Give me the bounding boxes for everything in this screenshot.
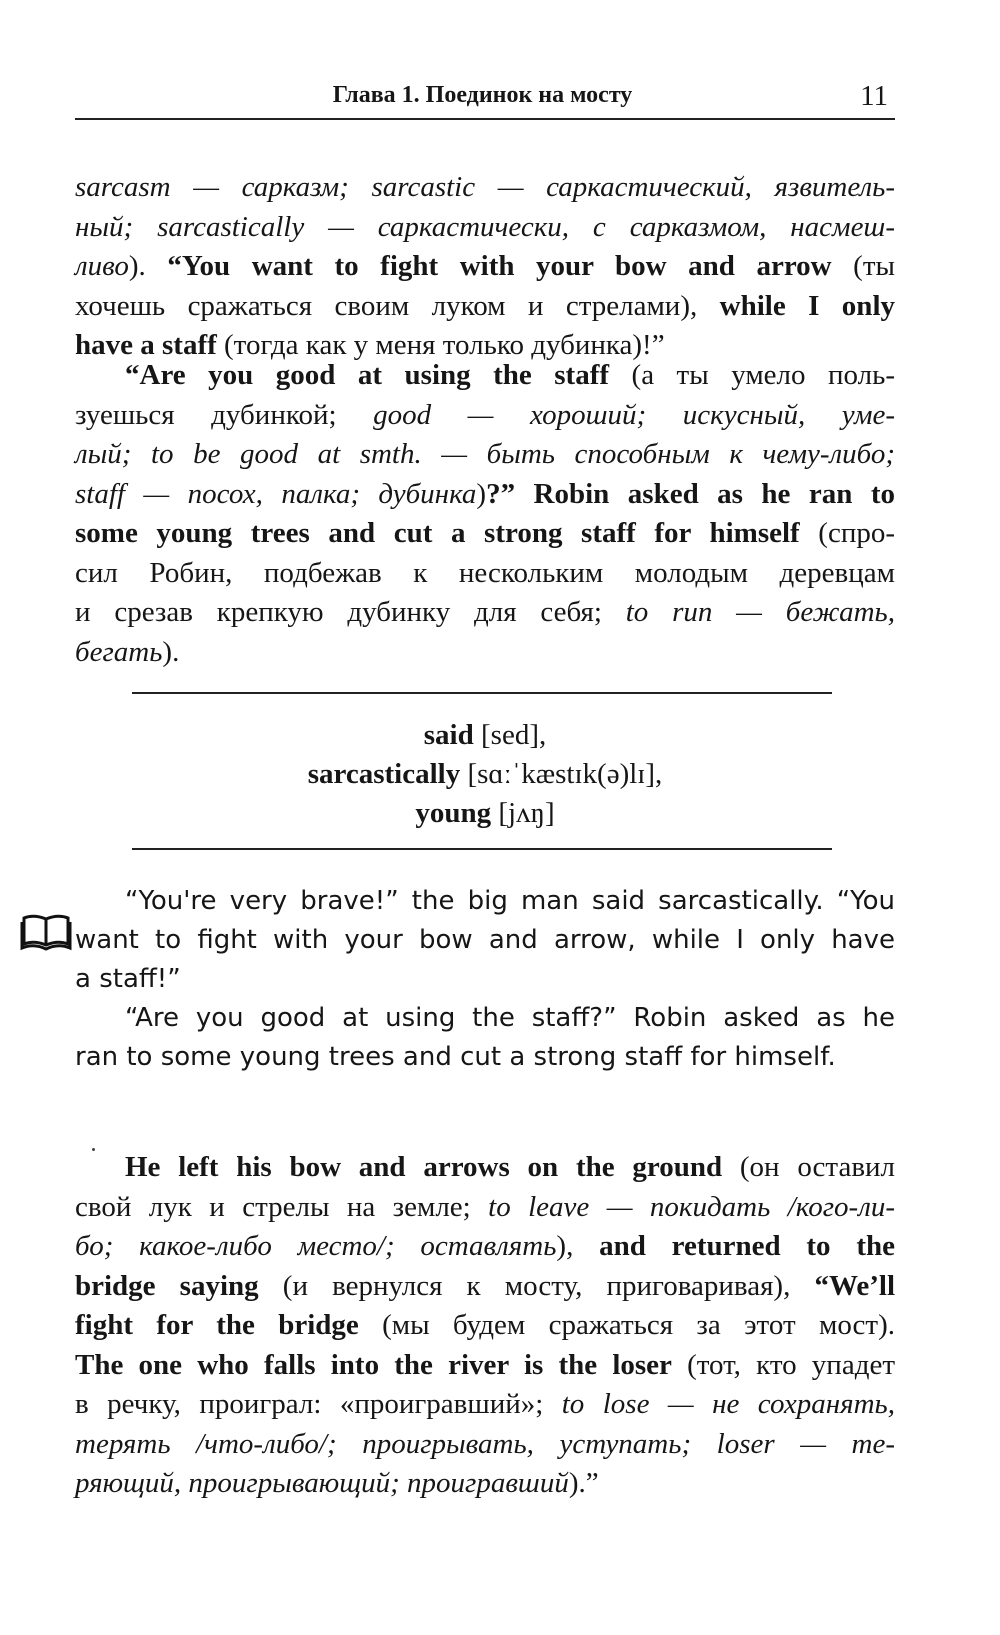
text-line (75, 287, 895, 327)
vocab-transcription: [sed], (473, 719, 547, 751)
reading-line: a staff!” (75, 964, 181, 994)
translation-text: ).” (568, 1467, 599, 1499)
translation-text: ), (556, 1230, 600, 1262)
english-text: “We’ll (814, 1269, 896, 1302)
pronunciation-entry (75, 794, 895, 833)
english-text: while I only (719, 289, 895, 322)
text-line (75, 633, 895, 673)
reading-line: want to fight with your bow and arrow, while I only have (75, 925, 895, 955)
vocab-word: sarcastically (307, 758, 461, 790)
text-line (75, 247, 895, 287)
translation-text: ). (128, 250, 168, 282)
reading-line: “Are you good at using the staff?” Robin asked as he (125, 1003, 895, 1033)
text-line (75, 1148, 895, 1188)
reading-passage (75, 882, 895, 1077)
text-line (75, 514, 895, 554)
vocab-rule-bottom (132, 848, 832, 850)
translation-text: свой лук и стрелы на земле; (75, 1190, 489, 1223)
reading-line: “You're very brave!” the big man said sarcastically. “You (125, 886, 895, 916)
paragraph-1 (75, 168, 895, 366)
translation-text: сил Робин, подбежав к нескольким молодым деревцам (75, 556, 895, 589)
text-line (75, 1385, 895, 1425)
translation-text: (ты (831, 250, 895, 282)
open-book-icon (20, 912, 72, 952)
text-line (75, 593, 895, 633)
translation-text: (тот, кто упадет (671, 1348, 895, 1381)
gloss-text: ный; sarcastically — саркастически, с сарказмом, насмеш- (75, 210, 895, 243)
translation-text: (а ты умело поль- (609, 359, 896, 391)
gloss-text: лый; to be good at smth. — быть способным к чему-либо; (75, 438, 895, 470)
gloss-text: ливо (75, 250, 129, 282)
text-line (75, 1306, 895, 1346)
paragraph-2 (75, 356, 895, 672)
text-line (75, 554, 895, 594)
text-line (75, 1464, 895, 1504)
gloss-text: ряющий, проигрывающий; проигравший (75, 1467, 569, 1499)
pronunciation-box (75, 716, 895, 833)
gloss-text: бегать (75, 635, 163, 668)
vocab-transcription: [sɑːˈkæstɪk(ə)lɪ], (460, 758, 663, 790)
english-text: “Are you good at using the staff (125, 359, 610, 391)
text-line (75, 1346, 895, 1386)
translation-text: хочешь сражаться своим луком и стрелами), (75, 289, 720, 322)
gloss-text: staff — посох, палка; дубинка (75, 477, 477, 510)
vocab-transcription: [jʌŋ] (491, 797, 555, 829)
gloss-text: to leave — покидать /кого-ли- (488, 1190, 895, 1223)
translation-text: (он оставил (722, 1151, 896, 1183)
text-line (75, 396, 895, 436)
english-text: He left his bow and arrows on the ground (125, 1151, 723, 1183)
english-text: “You want to fight with your bow and arrow (167, 250, 832, 282)
english-text: ?” Robin asked as he ran to (486, 477, 895, 510)
english-text: fight for the bridge (75, 1309, 359, 1341)
translation-text: в речку, проиграл: «проигравший»; (75, 1388, 562, 1420)
pronunciation-entry (75, 755, 895, 794)
text-line (75, 435, 895, 475)
translation-text: (мы будем сражаться за этот мост). (358, 1309, 895, 1341)
gloss-text: to lose — не сохранять, (561, 1388, 896, 1420)
text-line (75, 1188, 895, 1228)
text-line (75, 356, 895, 396)
translation-text: (тогда как у меня только дубинка)!” (216, 329, 665, 361)
english-text: bridge saying (75, 1269, 259, 1302)
english-text: The one who falls into the river is the loser (75, 1348, 672, 1381)
english-text: and returned to the (599, 1230, 895, 1262)
gloss-text: good — хороший; искусный, уме- (373, 398, 895, 431)
translation-text: (спро- (799, 517, 895, 549)
running-title: Глава 1. Поединок на мосту (332, 82, 633, 108)
reading-line: ran to some young trees and cut a strong staff for himself. (75, 1042, 836, 1072)
pronunciation-entry (75, 716, 895, 755)
text-line (75, 1227, 895, 1267)
text-line (75, 168, 895, 208)
text-line (75, 475, 895, 515)
translation-text: ) (476, 477, 487, 510)
translation-text: ). (162, 635, 180, 668)
text-line (75, 208, 895, 248)
english-text: have a staff (75, 329, 217, 361)
page-header (75, 80, 890, 120)
page-number: 11 (860, 80, 888, 112)
gloss-text: sarcasm — сарказм; sarcastic — саркастический, язвитель- (75, 171, 895, 203)
gloss-text: to run — бежать, (625, 596, 895, 628)
translation-text: и срезав крепкую дубинку для себя; (75, 596, 626, 628)
text-line (75, 1267, 895, 1307)
vocab-word: young (415, 797, 492, 829)
text-line (75, 1425, 895, 1465)
paragraph-3 (75, 1148, 895, 1504)
gloss-text: терять /что-либо/; проигрывать, уступать; loser — те- (75, 1427, 895, 1460)
english-text: some young trees and cut a strong staff for himself (75, 517, 800, 549)
gloss-text: бо; какое-либо место/; оставлять (75, 1230, 557, 1262)
vocab-word: said (423, 719, 474, 751)
translation-text: (и вернулся к мосту, приговаривая), (258, 1269, 815, 1302)
header-rule (75, 118, 895, 120)
translation-text: зуешься дубинкой; (75, 398, 374, 431)
vocab-rule-top (132, 692, 832, 694)
